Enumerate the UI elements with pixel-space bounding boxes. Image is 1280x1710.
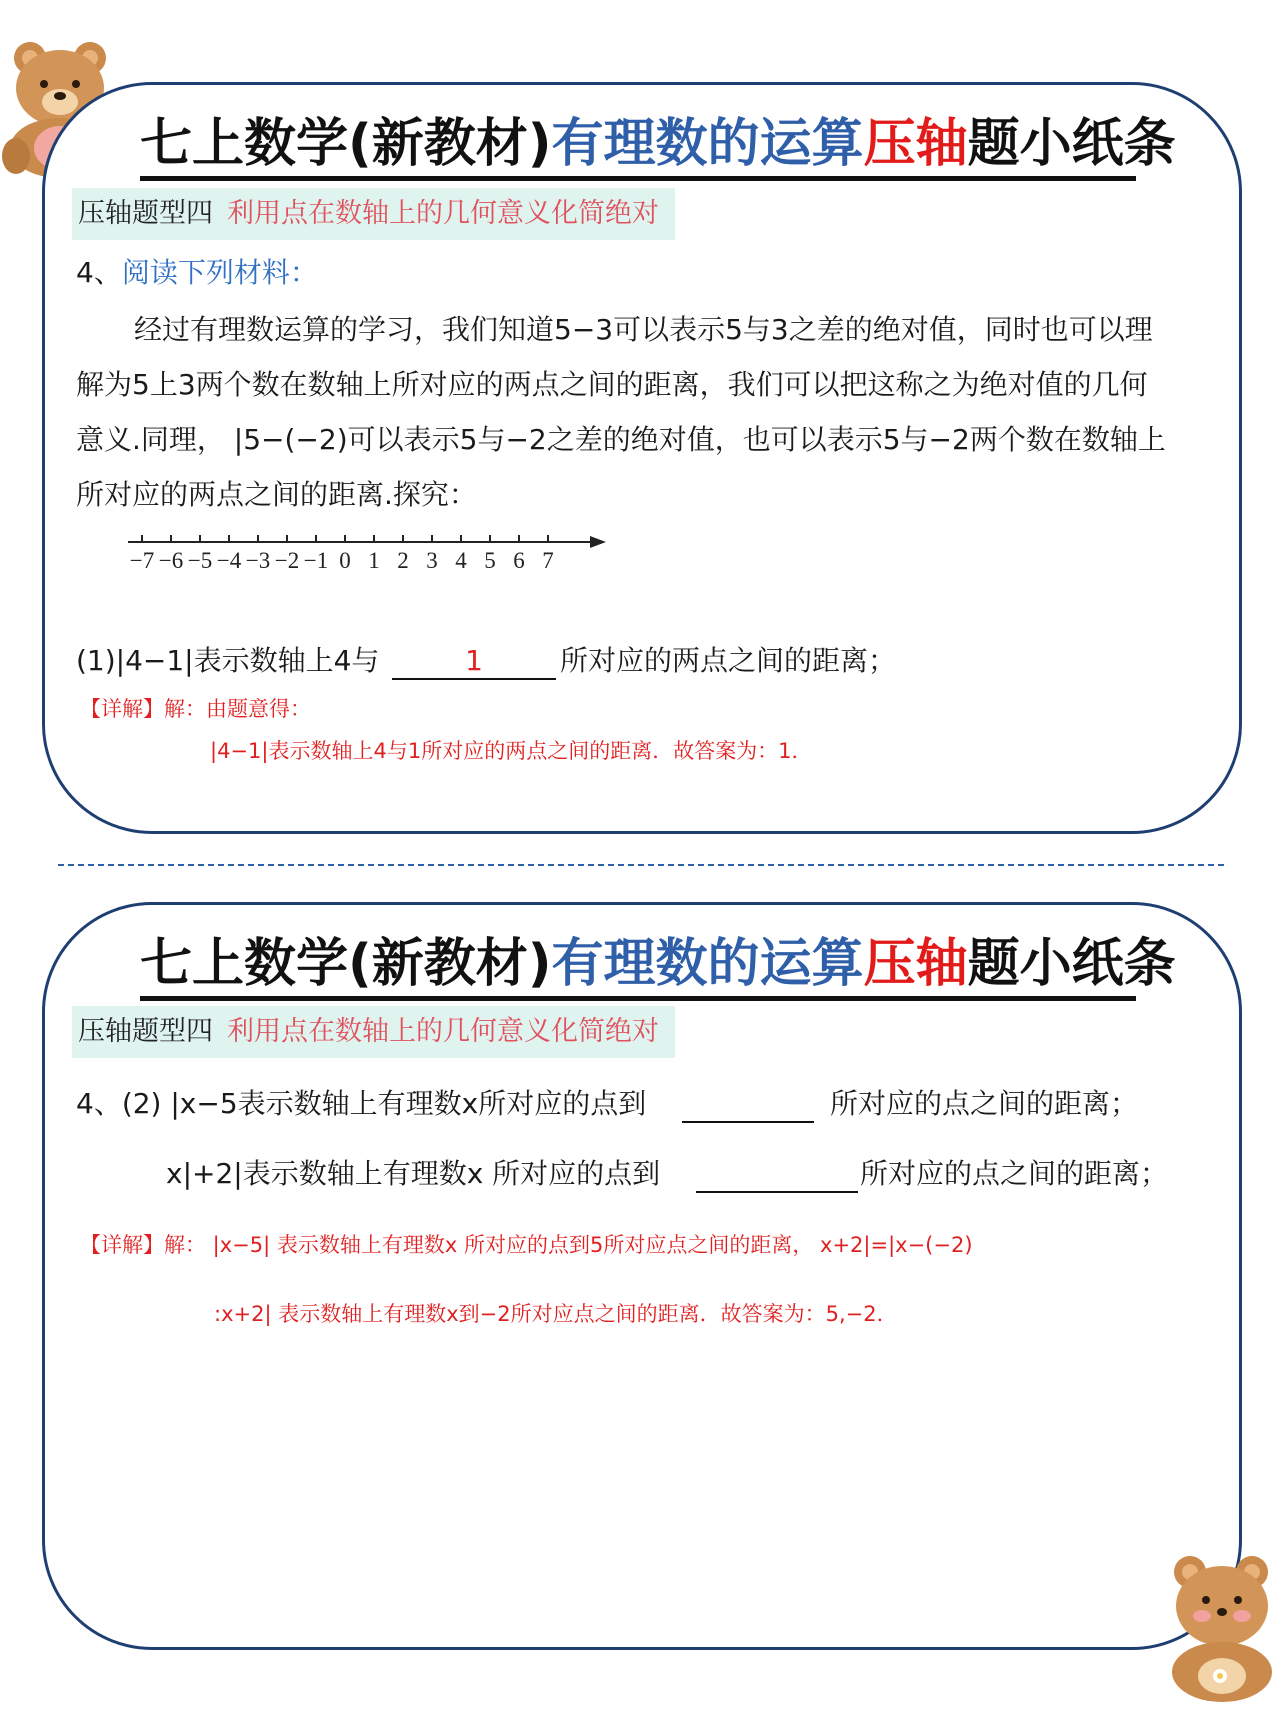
q1-suffix: 所对应的两点之间的距离； (560, 644, 897, 677)
page-title (140, 112, 1176, 181)
number-line-label: 2 (397, 548, 409, 573)
title-part3: 压轴 (863, 114, 968, 174)
section-badge (72, 188, 675, 240)
number-line-label: −1 (303, 548, 329, 573)
question-heading (76, 256, 318, 290)
question-heading-text: 阅读下列材料： (121, 256, 318, 289)
q1-answer: 1 (465, 644, 483, 677)
section-label: 压轴题型四 (78, 198, 213, 229)
title-part2: 有理数的运算 (551, 114, 864, 174)
q1-detail-label: 【详解】解：由题意得： (80, 697, 311, 721)
number-line-label: 6 (513, 548, 525, 573)
section-topic: 利用点在数轴上的几何意义化简绝对 (227, 1016, 659, 1047)
q1-answer-blank (392, 644, 556, 680)
q2-line1-suffix: 所对应的点之间的距离； (830, 1087, 1139, 1120)
q2-blank-1 (682, 1087, 814, 1123)
number-line-label: 7 (542, 548, 554, 573)
number-line-label: −3 (245, 548, 271, 573)
title-part3: 压轴 (863, 934, 968, 994)
title-part4: 题小纸条 (967, 934, 1176, 994)
number-line-label: 5 (484, 548, 496, 573)
q2-line2-suffix: 所对应的点之间的距离； (860, 1157, 1169, 1190)
q2-line1-prefix: 4、(2) |x−5表示数轴上有理数x所对应的点到 (76, 1087, 647, 1120)
title-part1: 七上数学(新教材) (140, 934, 552, 994)
q1-prefix: (1)|4−1|表示数轴上4与 (76, 644, 380, 677)
section-badge-2 (72, 1006, 675, 1058)
q2-line2-prefix: x|+2|表示数轴上有理数x 所对应的点到 (166, 1157, 661, 1190)
number-line-label: −5 (187, 548, 213, 573)
number-line-label: 4 (455, 548, 467, 573)
question-number: 4、 (76, 256, 122, 289)
paragraph-line-2: 解为5上3两个数在数轴上所对应的两点之间的距离，我们可以把这称之为绝对值的几何 (76, 368, 1148, 401)
title-part2: 有理数的运算 (551, 934, 864, 994)
page-title-2 (140, 932, 1176, 1001)
bear-icon (1160, 1548, 1280, 1710)
q1-detail-text: |4−1|表示数轴上4与1所对应的两点之间的距离．故答案为：1． (210, 739, 813, 763)
number-line-arrow (590, 536, 606, 548)
number-line-label: 0 (339, 548, 351, 573)
paragraph-line-1: 经过有理数运算的学习，我们知道5−3可以表示5与3之差的绝对值，同时也可以理 (134, 313, 1153, 346)
title-part4: 题小纸条 (967, 114, 1176, 174)
number-line-label: −6 (158, 548, 184, 573)
number-line-label: 3 (426, 548, 438, 573)
q2-blank-2 (696, 1157, 858, 1193)
paragraph-line-3: 意义.同理， |5−(−2)可以表示5与−2之差的绝对值，也可以表示5与−2两个数在数轴上 (76, 423, 1166, 456)
number-line-label: −7 (129, 548, 155, 573)
paragraph-line-4: 所对应的两点之间的距离.探究： (76, 478, 477, 511)
number-line (128, 534, 608, 598)
q2-detail-line2: :x+2| 表示数轴上有理数x到−2所对应点之间的距离．故答案为：5,−2． (214, 1302, 898, 1326)
section-topic: 利用点在数轴上的几何意义化简绝对 (227, 198, 659, 229)
title-part1: 七上数学(新教材) (140, 114, 552, 174)
section-label: 压轴题型四 (78, 1016, 213, 1047)
number-line-label: −4 (216, 548, 242, 573)
section-divider (58, 864, 1224, 866)
number-line-label: −2 (274, 548, 300, 573)
number-line-label: 1 (368, 548, 380, 573)
q2-detail-line1: 【详解】解： |x−5| 表示数轴上有理数x 所对应的点到5所对应点之间的距离， x+2|=|x−(−2) (80, 1233, 973, 1257)
